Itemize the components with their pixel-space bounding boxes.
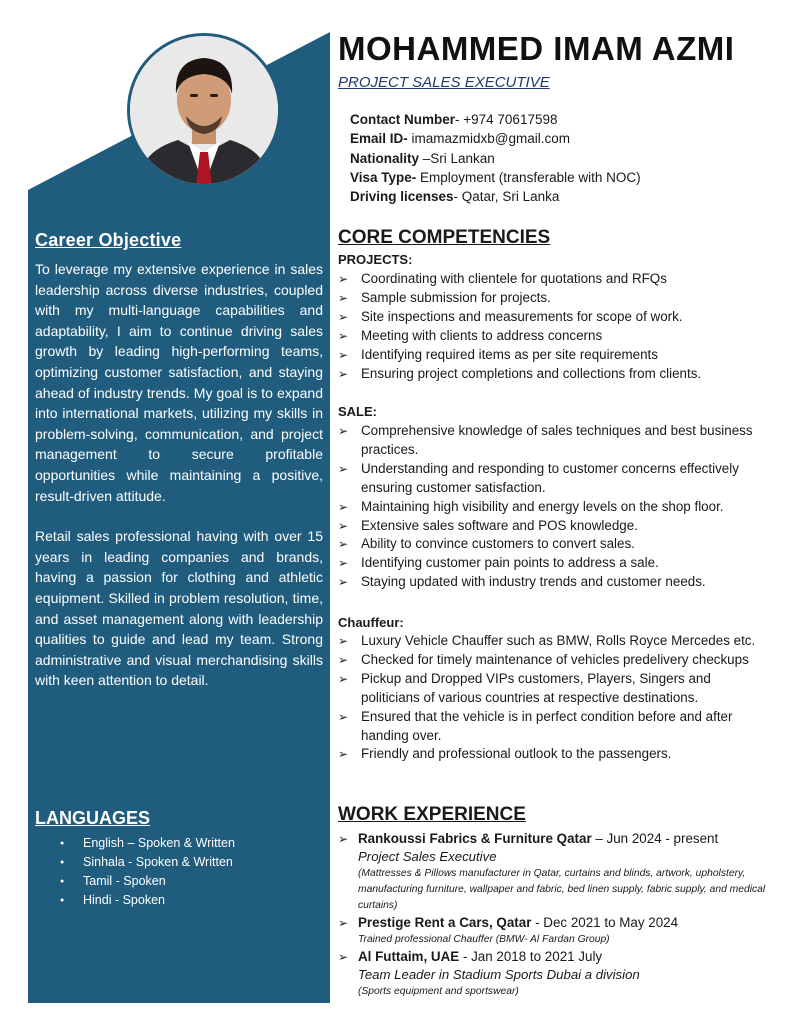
list-item: ➢ Friendly and professional outlook to the passengers. xyxy=(338,745,770,764)
job-title: PROJECT SALES EXECUTIVE xyxy=(338,74,550,91)
core-competencies-heading: CORE COMPETENCIES xyxy=(338,227,551,248)
employment-dates: – Jun 2024 - present xyxy=(591,831,719,846)
chauffeur-list xyxy=(338,632,770,764)
company-name: Rankoussi Fabrics & Furniture Qatar xyxy=(358,831,592,846)
nationality: Nationality –Sri Lankan xyxy=(350,150,495,166)
list-item: ➢ Meeting with clients to address concerns xyxy=(338,327,778,346)
position-title: Team Leader in Stadium Sports Dubai a division xyxy=(358,967,640,982)
list-item: ➢ Ensuring project completions and collections from clients. xyxy=(338,365,778,384)
list-item: ➢ Identifying customer pain points to address a sale. xyxy=(338,554,773,573)
list-item: ➢ Extensive sales software and POS knowledge. xyxy=(338,517,773,536)
list-item: ➢ Understanding and responding to customer concerns effectively ensuring customer satisfaction. xyxy=(338,460,773,498)
list-item: ➢ Identifying required items as per site requirements xyxy=(338,346,778,365)
employment-dates: - Dec 2021 to May 2024 xyxy=(531,915,679,930)
list-item: ➢ Maintaining high visibility and energy levels on the shop floor. xyxy=(338,498,773,517)
list-item: ➢ Luxury Vehicle Chauffer such as BMW, Rolls Royce Mercedes etc. xyxy=(338,632,770,651)
career-objective-heading: Career Objective xyxy=(35,230,182,250)
avatar-icon xyxy=(130,36,278,184)
list-item: ➢ Site inspections and measurements for scope of work. xyxy=(338,308,778,327)
list-item: ➢ Comprehensive knowledge of sales techniques and best business practices. xyxy=(338,422,773,460)
career-objective-paragraph: To leverage my extensive experience in sales leadership across diverse industries, coupled with my multi-language capabilities and adaptability, I aim to continue driving sales growth by leading high-performing teams, optimizing customer satisfaction, and staying ahead of industry trends. My goal is to expand into international markets, utilizing my skills in problem-solving, communication, and project management to secure profitable opportunities while maintaining a positive, result-driven attitude. xyxy=(35,261,323,504)
role-details: (Mattresses & Pillows manufacturer in Qatar, curtains and blinds, artwork, upholstery, manufacturing furniture, wallpaper and fabric, bed linen supply, fabric supply, and medical curtains) xyxy=(358,868,766,911)
employment-dates: - Jan 2018 to 2021 July xyxy=(459,949,603,964)
contact-details xyxy=(350,110,641,206)
list-item: ➢ Ensured that the vehicle is in perfect condition before and after handing over. xyxy=(338,708,770,746)
list-item: ➢ Sample submission for projects. xyxy=(338,289,778,308)
language-item: ● Hindi - Spoken xyxy=(60,891,235,910)
work-experience-heading: WORK EXPERIENCE xyxy=(338,804,526,825)
career-objective-section xyxy=(35,230,323,691)
language-item: ● English – Spoken & Written xyxy=(60,834,235,853)
list-item: ➢ Pickup and Dropped VIPs customers, Players, Singers and politicians of various countries at respective destinations. xyxy=(338,670,770,708)
language-item: ● Sinhala - Spoken & Written xyxy=(60,853,235,872)
list-item: ➢ Checked for timely maintenance of vehicles predelivery checkups xyxy=(338,651,770,670)
professional-summary-paragraph: Retail sales professional having with over 15 years in leading companies and brands, having a passion for clothing and athletic equipment. Skilled in problem resolution, time, and asset management along with leadership qualities to guide and lead my team. Strong administrative and visual merchandising skills with keen attention to detail. xyxy=(35,528,323,689)
email-id: Email ID- imamazmidxb@gmail.com xyxy=(350,131,571,147)
profile-photo xyxy=(127,33,281,187)
contact-number: Contact Number- +974 70617598 xyxy=(350,112,558,127)
sale-label: SALE: xyxy=(338,404,377,419)
languages-heading: LANGUAGES xyxy=(35,808,151,828)
projects-label: PROJECTS: xyxy=(338,252,413,267)
company-name: Al Futtaim, UAE xyxy=(358,949,460,964)
work-item xyxy=(338,948,778,1000)
role-details: Trained professional Chauffer (BMW- Al Fardan Group) xyxy=(358,934,610,945)
language-item: ● Tamil - Spoken xyxy=(60,872,235,891)
work-experience-list xyxy=(338,830,778,1000)
candidate-name: MOHAMMED IMAM AZMI xyxy=(338,30,735,67)
work-item xyxy=(338,830,778,914)
projects-list xyxy=(338,270,778,383)
languages-list xyxy=(60,834,235,910)
position-title: Project Sales Executive xyxy=(358,849,497,864)
driving-licenses: Driving licenses- Qatar, Sri Lanka xyxy=(350,189,560,205)
sale-list xyxy=(338,422,773,592)
chauffeur-label: Chauffeur: xyxy=(338,615,404,630)
list-item: ➢ Staying updated with industry trends and customer needs. xyxy=(338,573,773,592)
list-item: ➢ Coordinating with clientele for quotations and RFQs xyxy=(338,270,778,289)
role-details: (Sports equipment and sportswear) xyxy=(358,986,519,997)
list-item: ➢ Ability to convince customers to convert sales. xyxy=(338,535,773,554)
company-name: Prestige Rent a Cars, Qatar xyxy=(358,915,532,930)
work-item xyxy=(338,914,778,948)
visa-type: Visa Type- Employment (transferable with NOC) xyxy=(350,169,641,185)
